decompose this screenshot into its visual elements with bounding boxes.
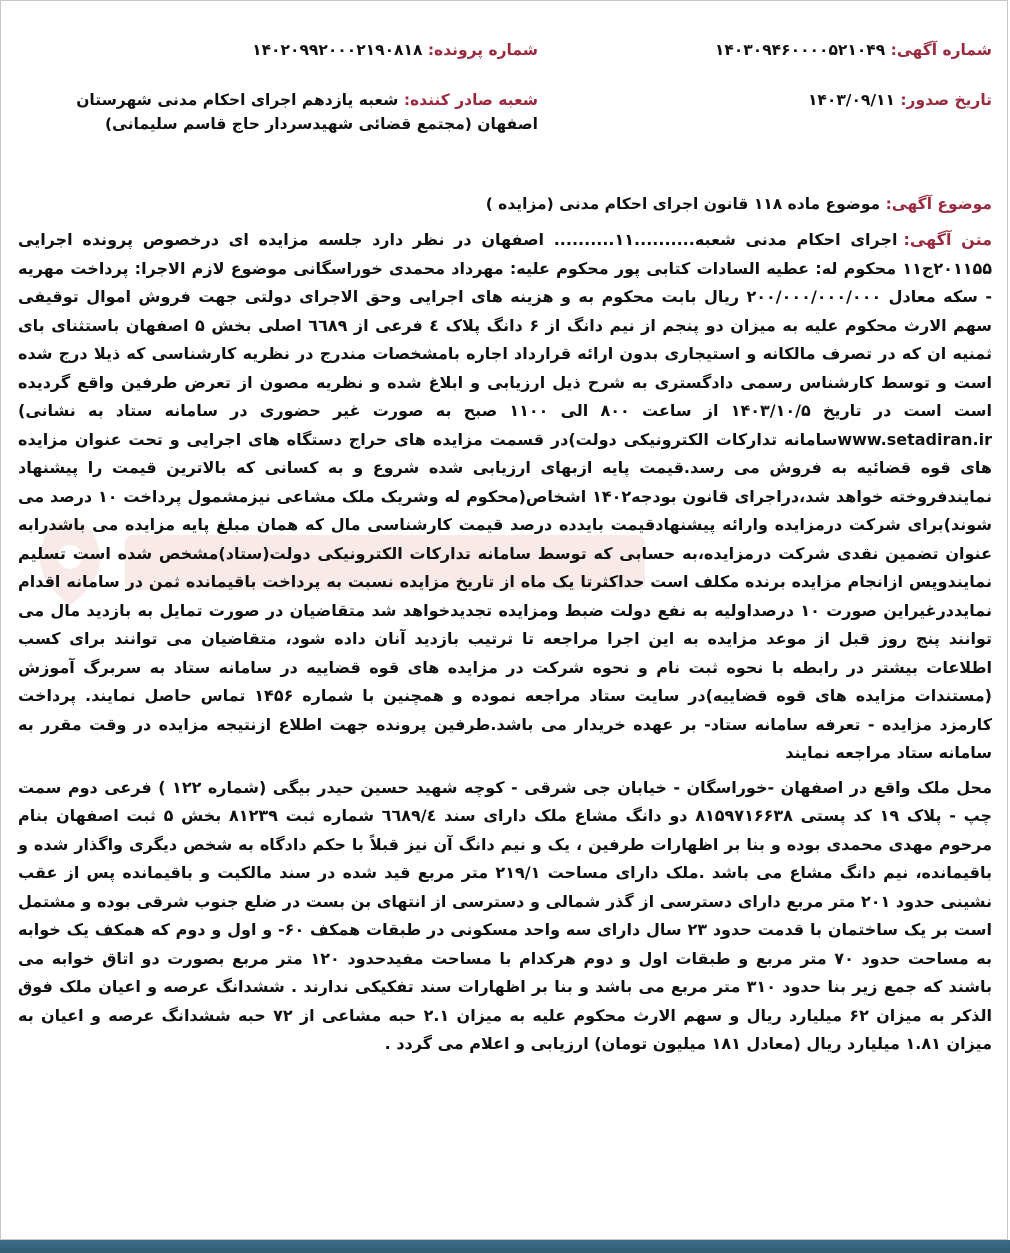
header-row-2	[18, 88, 992, 136]
case-number-value: ۱۴۰۲۰۹۹۲۰۰۰۲۱۹۰۸۱۸	[252, 41, 423, 59]
notice-text-label: متن آگهی:	[903, 230, 993, 249]
notice-number-field	[552, 38, 992, 62]
case-number-label: شماره پرونده:	[427, 41, 538, 59]
notice-text-paragraph-2: محل ملک واقع در اصفهان -خوراسگان - خیابان جی شرقی - کوچه شهید حسین حیدر بیگی (شماره ۱۲۲ ) فرعی دوم سمت چپ - پلاک ۱۹ کد پستی ۸۱۵۹۷۱۶۶۳۸ دو دانگ مشاع ملک دارای سند ٦٦٨٩/٤ شماره ثبت ۸۱۲۳۹ بخش ۵ ثبت اصفهان بنام مرحوم مهدی محمدی بوده و بنا بر اظهارات طرفین ، یک و نیم دانگ آن نیز قبلاً با حکم دادگاه به شخص دیگری واگذار شده و باقیمانده، نیم دانگ مشاع می باشد .ملک دارای مساحت ۲۱۹/۱ متر مربع قید شده در سند مالکیت و باقیمانده پس از عقب نشینی حدود ۲۰۱ متر مربع دارای دسترسی از گذر شمالی و دسترسی از انتهای بن بست در ضلع جنوب شرقی بوده و مشتمل است بر یک ساختمان با قدمت حدود ۲۳ سال دارای سه واحد مسکونی در طبقات همکف ۶۰- و اول و دوم که همکف یک خوابه به مساحت حدود ۷۰ متر مربع و طبقات اول و دوم هرکدام با مساحت مفیدحدود ۱۲۰ متر مربع بصورت دو اتاق خوابه می باشند که جمع زیر بنا حدود ۳۱۰ متر مربع می باشد و بنا بر اظهارات سند تفکیکی ندارند . ششدانگ عرصه و اعیان ملک فوق الذکر به میزان ۶۲ میلیارد ریال و سهم الارث محکوم علیه به میزان ۲.۱ حبه مشاعی از ۷۲ حبه ششدانگ عرصه و اعیان به میزان ۱.۸۱ میلیارد ریال (معادل ۱۸۱ میلیون تومان) ارزیابی و اعلام می گردد .	[18, 777, 993, 1053]
issue-date-value: ۱۴۰۳/۰۹/۱۱	[807, 91, 895, 109]
bottom-bar	[0, 1240, 1010, 1253]
issuing-branch-label: شعبه صادر کننده:	[403, 91, 538, 109]
issuing-branch-value: شعبه یازدهم اجرای احکام مدنی شهرستان اصفهان (مجتمع قضائی شهیدسردار حاج قاسم سلیمانی)	[76, 91, 538, 133]
issue-date-label: تاریخ صدور:	[900, 91, 992, 109]
header-row-1	[18, 38, 992, 62]
notice-document	[18, 38, 992, 1059]
notice-text-body: اجرای احکام مدنی شعبه..........۱۱.......... اصفهان در نظر دارد جلسه مزایده ای درخصوص پرونده اجرایی ۲۰۱۱۵۵ج۱۱ محکوم له: عطیه السادات کتابی پور محکوم علیه: مهرداد محمدی خوراسگانی موضوع لازم الاجرا: پرداخت مهریه - سکه معادل ۲۰۰/۰۰۰/۰۰۰/۰۰۰ ریال بابت محکوم به و هزینه های اجرایی وحق الاجرای دولتی جهت فروش اموال توقیفی سهم الارث محکوم علیه به میزان دو پنجم از نیم دانگ از ۶ دانگ پلاک ٤ فرعی از ٦٦٨٩ اصلی بخش ۵ اصفهان باستثنای بای ثمنیه ان که در تصرف مالکانه و استیجاری بدون ارائه قرارداد اجاره بامشخصات مندرج در نظریه کارشناسی که ذیلا درج شده است و توسط کارشناس رسمی دادگستری به شرح ذیل ارزیابی و ابلاغ شده و نظریه مصون از تعرض طرفین واقع گردیده است است در تاریخ ۱۴۰۳/۱۰/۵ از ساعت ۸۰۰ الی ۱۱۰۰ صبح به صورت غیر حضوری در سامانه ستاد به نشانی) www.setadiran.irسامانه تدارکات الکترونیکی دولت)در قسمت مزایده های حراج دستگاه های اجرایی و تحت عنوان مزایده های قوه قضائیه به فروش می رسد.قیمت پایه ازبهای ارزیابی شده شروع و به کسانی که بالاترین قیمت را پیشنهاد نمایندفروخته خواهد شد،دراجرای قانون بودجه۱۴۰۲ اشخاص(محکوم له وشریک ملک مشاعی نیزمشمول پرداخت ۱۰ درصد می شوند)برای شرکت درمزایده وارائه پیشنهادقیمت بایدده درصد قیمت کارشناسی مال که همان مبلغ پایه مزایده می باشدرابه عنوان تضمین نقدی شرکت درمزایده،به حسابی که توسط سامانه تدارکات الکترونیکی دولت(ستاد)مشخص شده است تسلیم نمایندوپس ازانجام مزایده برنده مکلف است حداکثرتا یک ماه از تاریخ مزایده نسبت به پرداخت باقیمانده ثمن در سامانه اقدام نمایددرغیراین صورت ۱۰ درصداولیه به نفع دولت ضبط ومزایده تجدیدخواهد شد متقاضیان در صورت تمایل به بازدید مال می توانند پنج روز قبل از موعد مزایده به این اجرا مراجعه تا ترتیب بازدید آنان داده شود، متقاضیان می توانند برای کسب اطلاعات بیشتر در رابطه با نحوه ثبت نام و نحوه شرکت در مزایده های قوه قضاییه در سامانه ستاد به سربرگ آموزش (مستندات مزایده های قوه قضاییه)در سایت ستاد مراجعه نموده و همچنین با شماره ۱۴۵۶ تماس حاصل نمایند. پرداخت کارمزد مزایده - تعرفه سامانه ستاد- بر عهده خریدار می باشد.طرفین پرونده جهت اطلاع ازنتیجه مزایده در وقت مقرر به سامانه ستاد مراجعه نمایند	[18, 230, 993, 762]
issuing-branch-field	[18, 88, 538, 136]
notice-text-paragraph-1	[18, 226, 992, 768]
notice-number-label: شماره آگهی:	[890, 41, 992, 59]
subject-field	[18, 192, 992, 216]
notice-number-value: ۱۴۰۳۰۹۴۶۰۰۰۰۵۲۱۰۴۹	[714, 41, 886, 59]
subject-label: موضوع آگهی:	[885, 195, 992, 213]
case-number-field	[18, 38, 538, 62]
issue-date-field	[552, 88, 992, 112]
subject-value: موضوع ماده ۱۱۸ قانون اجرای احکام مدنی (مزایده )	[485, 195, 881, 213]
